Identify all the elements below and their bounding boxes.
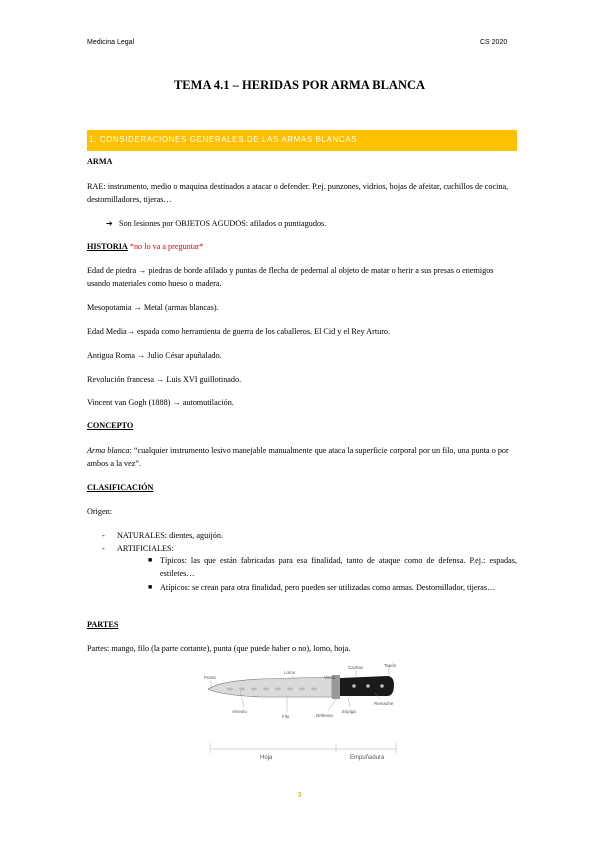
historia-item: Revolución francesa → Luis XVI guillotinado.: [87, 375, 242, 384]
arrow-icon: ➔: [106, 219, 113, 228]
historia-item: Antigua Roma → Julio César apuñalado.: [87, 351, 222, 360]
rivet-icon: [366, 684, 370, 688]
historia-note: *no lo va a preguntar*: [129, 242, 204, 251]
rivet-icon: [380, 684, 384, 688]
naturales-text: NATURALES: dientes, aguijón.: [117, 531, 223, 540]
concepto-text: [87, 445, 517, 470]
arma-rae: RAE: instrumento, medio o maquina destinados a atacar o defender. P.ej. punzones, vidrios, hojas de afeitar, cuchillos de cocina, destornilladores, tijeras…: [87, 182, 509, 204]
concepto-heading: CONCEPTO: [87, 421, 134, 430]
historia-item: Mesopotamia → Metal (armas blancas).: [87, 303, 219, 312]
origen-label: Origen:: [87, 507, 113, 516]
knife-diagram: [200, 663, 400, 767]
partes-text: Partes: mango, filo (la parte cortante), punta (que puede haber o no), lomo, hoja.: [87, 644, 351, 653]
label-punta: Punta: [204, 675, 216, 680]
label-lomo: Lomo: [284, 670, 296, 675]
naturales-item: - NATURALES: dientes, aguijón.: [102, 531, 223, 540]
rivet-icon: [352, 684, 356, 688]
historia-item: Vincent van Gogh (1888) → automutilación.: [87, 398, 234, 407]
section-band-label: 1. CONSIDERACIONES GENERALES DE LAS ARMAS BLANCAS: [89, 135, 358, 144]
bullet-square-icon: ■: [148, 584, 153, 591]
label-empunadura: Empuñadura: [350, 755, 385, 761]
historia-heading-line: [87, 241, 517, 254]
artificiales-text: ARTIFICIALES:: [117, 544, 174, 553]
historia-heading: HISTORIA: [87, 242, 128, 251]
atipicos-text: Atípicos: se crean para otra finalidad, pero pueden ser utilizadas como armas. Destornillador, tijeras…: [160, 583, 496, 592]
label-alveolo: Alveolo: [232, 709, 247, 714]
knife-blade: [208, 677, 332, 697]
page-title: TEMA 4.1 – HERIDAS POR ARMA BLANCA: [173, 78, 426, 92]
label-virola: Virola: [324, 675, 336, 680]
arma-bullet: [106, 218, 536, 231]
historia-item: Edad de piedra → piedras de borde afilado y puntas de flecha de pedernal al objeto de matar o herir a sus presas o enemigos usando materiales como hueso o madera.: [87, 266, 494, 288]
label-defensa: Defensa: [316, 713, 333, 718]
tipicos-text: Típicos: las que están fabricadas para esa finalidad, tanto de ataque como de defensa. P.ej.: espadas, estiletes…: [160, 556, 517, 578]
concepto-term: Arma blanca: [87, 446, 130, 455]
arma-bullet-rest: afilados o puntiagudos.: [248, 219, 327, 228]
bullet-square-icon: ■: [148, 557, 153, 564]
label-hoja: Hoja: [260, 755, 273, 761]
header-left: Medicina Legal: [87, 39, 135, 46]
arma-heading: ARMA: [87, 157, 113, 166]
historia-item: Edad Media→ espada como herramienta de guerra de los caballeros. El Cid y el Rey Arturo.: [87, 327, 391, 336]
label-tapon: Tapón: [384, 663, 397, 668]
arma-bullet-label: Son lesiones por OBJETOS AGUDOS:: [119, 219, 249, 228]
label-espiga: Espiga: [342, 709, 356, 714]
label-cachas: Cachas: [348, 665, 364, 670]
artificiales-item: - ARTIFICIALES:: [102, 544, 174, 553]
label-filo: Filo: [282, 714, 290, 719]
concepto-definition: : “cualquier instrumento lesivo manejable manualmente que ataca la superficie corporal por un filo, una punta o por ambos a la vez”.: [87, 446, 509, 468]
page-number: 3: [297, 792, 302, 799]
header-right: CS 2020: [480, 39, 508, 46]
clasificacion-heading: CLASIFICACIÓN: [87, 483, 154, 492]
label-remache: Remache: [374, 701, 394, 706]
section-band: [87, 130, 517, 151]
partes-heading: PARTES: [87, 620, 119, 629]
